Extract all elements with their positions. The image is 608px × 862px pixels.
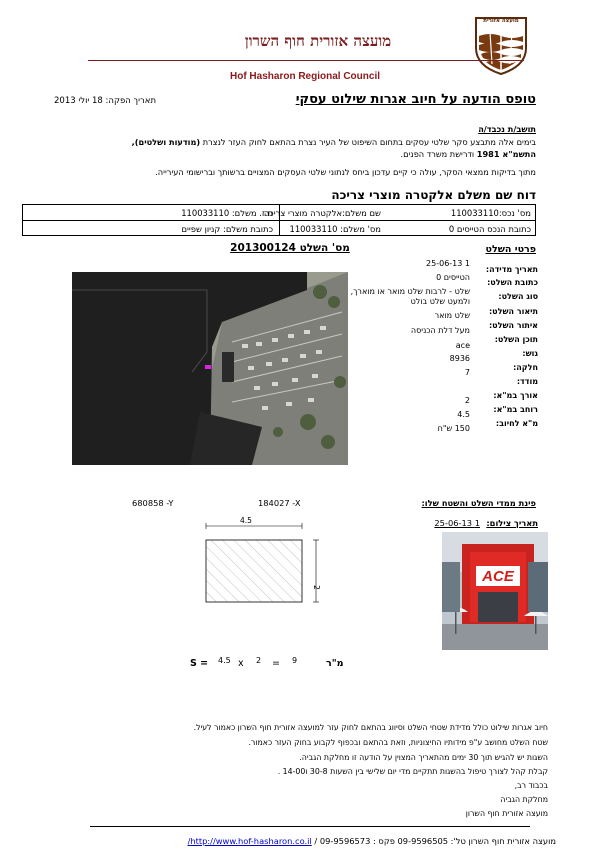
council-name-english: Hof Hasharon Regional Council [229, 71, 380, 82]
field-label: גוש: [522, 349, 538, 358]
formula-s: S = [190, 658, 209, 669]
store-photo [442, 532, 548, 650]
salutation: תושב/ת נכבד/ה [478, 124, 536, 134]
sign-number: מס' השלט 201300124 [230, 242, 350, 254]
payer-name: שם משלם:אלקטרה מוצרי צריכה [263, 208, 381, 218]
formula-height: 2 [256, 656, 262, 665]
note-line: מחלקת הגביה [500, 795, 548, 804]
coord-y: 680858 -Y [132, 498, 174, 508]
formula-equals: = [272, 658, 280, 669]
field-value: 8936 [449, 354, 470, 363]
note-line: מועצה אזורית חוף השרון [465, 809, 548, 818]
intro-text-bold: (מודעות ושלטים), [131, 137, 201, 147]
payer-table [22, 204, 536, 236]
field-label: כתובת השלט: [487, 278, 538, 287]
note-line: חיוב אגרות שילוט כולל מדידת שטחי השלט וסיווג בהתאם לחוק עזר למועצה אזורית חוף השרון כאמור לעיל. [193, 723, 548, 732]
issue-date: תאריך הפקה: 18 יולי 2013 [54, 96, 157, 106]
field-value: 2 [464, 396, 470, 405]
width-dimension-label: 4.5 [240, 516, 252, 525]
photo-date-label: תאריך צילום: [486, 518, 538, 528]
photo-date: 1 25-06-13 [434, 518, 480, 528]
field-value: 150 ש"ח [437, 424, 470, 433]
header-divider [88, 60, 524, 61]
field-label: תאריך מדידה: [485, 265, 538, 274]
formula-result: 9 [292, 656, 298, 665]
field-value: ace [455, 341, 470, 350]
field-value: 7 [464, 368, 470, 377]
field-label: סוג השלט: [498, 292, 538, 301]
field-value: מעל דלת הכניסה [410, 326, 470, 335]
logo-caption: מועצה אזורית [483, 18, 519, 24]
asset-address: כתובת הנכס הטייסים 0 [448, 224, 531, 234]
field-label: מ"א לחיוב: [495, 419, 538, 428]
footer-text: מועצה אזורית חוף השרון טל': 09-9596505 פקס : 09-9596573 / [314, 836, 556, 846]
area-formula [190, 658, 370, 672]
intro-law-year: התשמ"א 1981 [476, 149, 536, 159]
field-label: תיאור השלט: [488, 307, 538, 316]
field-label: אורך במ"א: [493, 391, 538, 400]
field-label: חלקה: [513, 363, 538, 372]
field-label: איתור השלט: [488, 321, 538, 330]
store-sign-text: ACE [482, 568, 514, 585]
note-line: שטח השלט מחושב ע"פ מידותיו החיצוניות, וזאת בהתאם ובכפוף לקבוע בחוק העזר כאמור. [248, 738, 548, 747]
coord-x: 184027 -X [258, 498, 301, 508]
aerial-photo [72, 272, 348, 465]
footer-contact [120, 836, 556, 846]
note-line: השגות יש להגיש תוך 30 ימים מהתאריך המצוין על הודעה זו מחלקת הגביה. [299, 753, 548, 762]
council-name-hebrew: מועצה אזורית חוף השרון [244, 32, 392, 50]
payer-number: מס' משלם: 110033110 [289, 224, 381, 234]
website-link[interactable]: http://www.hof-hasharon.co.il/ [187, 836, 312, 846]
formula-unit: מ"ר [326, 658, 344, 669]
payer-id: ת.ז. משלם: 110033110 [181, 208, 273, 218]
note-line: קבלת קהל לצורך טיפול בהשגות תתקיים מדי יום שלישי בין השעות 30-8 ו14-00 . [277, 767, 548, 776]
field-value: 4.5 [457, 410, 470, 419]
field-value: שלט מואר [434, 311, 470, 320]
field-label: רוחב במ"א: [493, 405, 538, 414]
height-dimension-label: 2 [311, 585, 321, 590]
note-line: בכבוד רב, [514, 781, 548, 790]
intro-text-c: ודרישת משרד הפנים. [400, 149, 475, 159]
intro-paragraph-1 [66, 136, 536, 160]
field-label: מודד: [516, 377, 538, 386]
sign-details-heading: פרטי השלט [485, 244, 536, 255]
payer-address: כתובת משלם: קניון שפיים [181, 224, 273, 234]
field-value: 1 25-06-13 [426, 259, 470, 268]
intro-paragraph-2: מתוך בדיקות ממצאי הסקר, עולה כי קיים עדכון ביחס לנתוני שלטי העסקים המצויים ברשותך וברישומי העירייה. [155, 167, 536, 177]
field-label: תוכן השלט: [494, 335, 538, 344]
sign-dimension-drawing [194, 512, 334, 612]
payer-section-title: דוח שם משלם אלקטרה מוצרי צריכה [331, 188, 536, 202]
field-value: הטייסים 0 [436, 273, 470, 282]
intro-text-a: בימים אלה מתבצע סקר שלטי עסקים בתחום השיפוט של העיר נצרת בהתאם לחוק העזר לנצרת [202, 137, 536, 147]
footer-divider [90, 826, 530, 827]
form-title: טופס הודעה על חיוב אגרות שילוט עסקי [295, 92, 536, 107]
formula-width: 4.5 [218, 656, 231, 665]
formula-times: x [238, 658, 244, 669]
asset-number: מס' נכס:110033110 [450, 208, 531, 218]
coords-label: פינת ממדי השלט והשטח שלו: [421, 498, 536, 508]
field-value: שלט - לרבות שלט מואר או מוארך, ולמעט שלט בולט [350, 287, 470, 306]
